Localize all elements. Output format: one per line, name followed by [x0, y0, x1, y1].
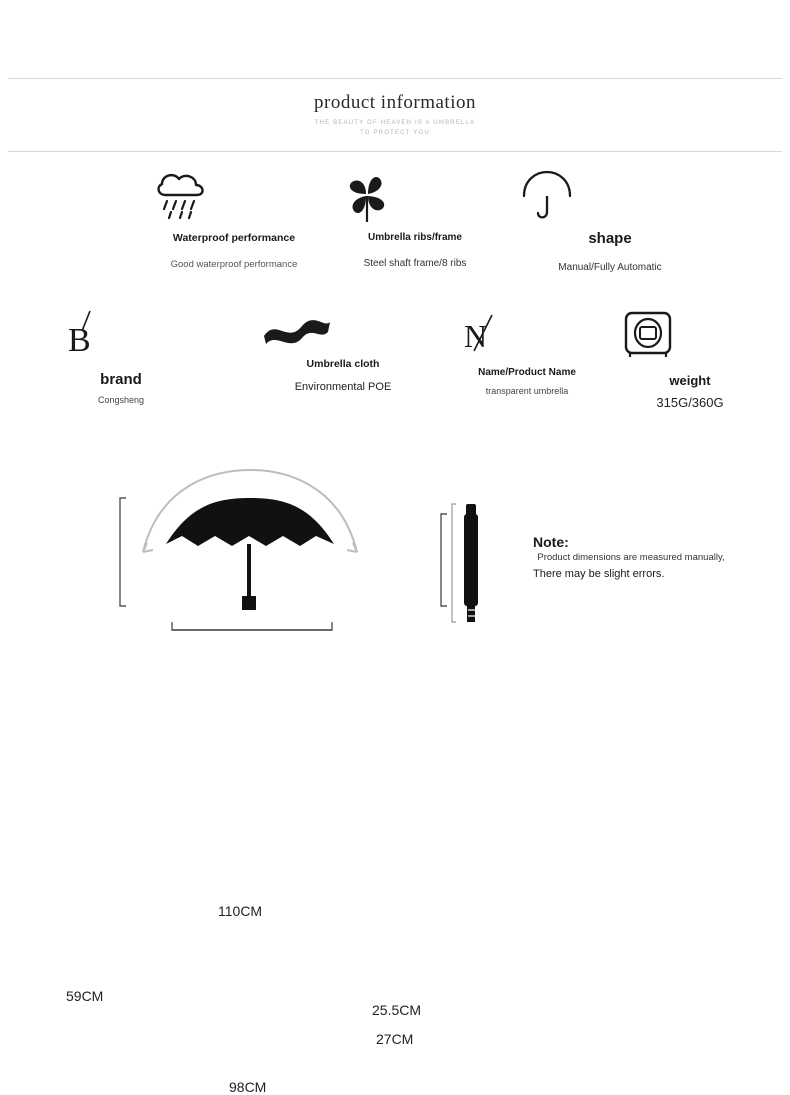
page-title: product information: [314, 92, 476, 113]
note-title: Note:: [533, 534, 569, 550]
dimension-label-folded-length-1: 25.5CM: [372, 1002, 422, 1018]
header-divider-top: [8, 78, 782, 79]
feature-brand: [52, 305, 190, 406]
header-subtitle: [0, 118, 790, 138]
feature-brand-title: brand: [100, 371, 142, 388]
dimension-label-folded-length-2: 27CM: [376, 1031, 414, 1047]
header-subtitle-line1: THE BEAUTY OF HEAVEN IS A UMBRELLA: [314, 120, 476, 126]
dimension-label-canopy-height: 59CM: [66, 988, 104, 1004]
note-body: Product dimensions are measured manually,: [537, 552, 725, 563]
feature-waterproof-title: Waterproof performance: [172, 232, 296, 244]
dimension-label-canopy-width: 110CM: [218, 903, 263, 919]
dimension-label-span-width: 98CM: [229, 1079, 267, 1095]
feature-weight-title: weight: [669, 373, 711, 388]
feature-waterproof: [152, 168, 316, 271]
feature-brand-desc: Congsheng: [97, 394, 145, 405]
svg-text:N: N: [464, 318, 488, 354]
note-body-secondary: There may be slight errors.: [533, 568, 665, 581]
feature-shape-desc: Manual/Fully Automatic: [558, 261, 662, 273]
feature-cloth-title: Umbrella cloth: [306, 358, 380, 370]
feature-shape-title: shape: [588, 230, 632, 247]
feature-cloth: [258, 310, 428, 395]
umbrella-outline-icon: [520, 168, 700, 224]
page-header: [0, 0, 790, 152]
svg-text:B: B: [68, 322, 91, 359]
feature-weight-desc: 315G/360G: [656, 395, 724, 411]
rain-cloud-icon: [152, 168, 316, 226]
fabric-swatch-icon: [258, 310, 428, 350]
feature-product-name: [452, 305, 602, 397]
kitchen-scale-icon: [620, 305, 760, 361]
feature-product-name-title: Name/Product Name: [478, 367, 576, 378]
letter-b-icon: [52, 305, 190, 361]
feature-cloth-desc: Environmental POE: [294, 381, 392, 394]
feature-ribs: [340, 168, 490, 270]
feature-waterproof-desc: Good waterproof performance: [170, 259, 298, 271]
letter-n-icon: [452, 305, 602, 361]
feature-weight: [620, 305, 760, 412]
feature-ribs-title: Umbrella ribs/frame: [368, 232, 462, 243]
header-divider-bottom: [8, 151, 782, 152]
feature-shape: [520, 168, 700, 274]
feature-ribs-desc: Steel shaft frame/8 ribs: [363, 257, 467, 269]
note-block: [533, 534, 763, 580]
header-subtitle-line2: TO PROTECT YOU: [360, 130, 430, 136]
pinwheel-icon: [340, 168, 490, 226]
feature-product-name-desc: transparent umbrella: [485, 385, 569, 396]
